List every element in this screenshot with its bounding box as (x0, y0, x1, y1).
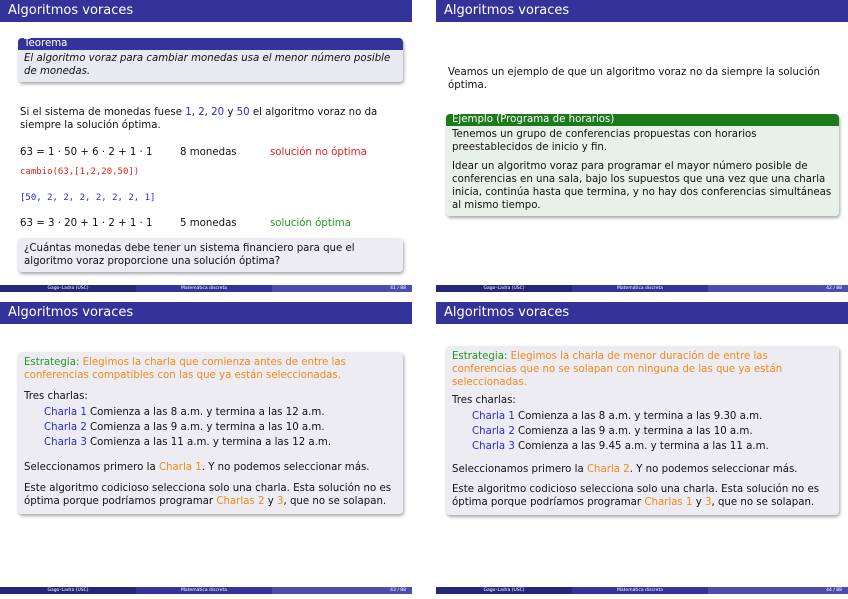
slide-43 (0, 302, 412, 594)
footer-author: Gago–Ladra (USC) (0, 587, 136, 594)
slide-title: Algoritmos voraces (436, 302, 848, 324)
footer-course: Matemática discreta (136, 285, 272, 292)
slide-footer (436, 587, 848, 594)
slide-footer (436, 285, 848, 292)
slide-title: Algoritmos voraces (0, 302, 412, 324)
slide-42 (436, 0, 848, 292)
strategy-block (446, 346, 839, 515)
talks-heading: Tres charlas: (452, 395, 516, 406)
strategy-text: Estrategia: Elegimos la charla de menor duración de entre las conferencias que no se solapan con ninguna de las que ya están seleccionadas. (452, 351, 783, 388)
slide-footer (0, 587, 412, 594)
footer-course: Matemática discreta (572, 285, 708, 292)
list-item: Charla 2 Comienza a las 9 a.m. y termina a las 10 a.m. (44, 422, 325, 433)
footer-author: Gago–Ladra (USC) (436, 285, 572, 292)
question-block (18, 238, 403, 272)
strategy-body (18, 352, 403, 514)
slide-title: Algoritmos voraces (0, 0, 412, 22)
list-item: Charla 3 Comienza a las 9.45 a.m. y termina a las 11 a.m. (472, 441, 769, 452)
theorem-text: El algoritmo voraz para cambiar monedas usa el menor número posible de monedas. (18, 50, 403, 82)
footer-course: Matemática discreta (572, 587, 708, 594)
theorem-block (18, 38, 403, 82)
slide-title: Algoritmos voraces (436, 0, 848, 22)
list-item: Charla 2 Comienza a las 9 a.m. y termina a las 10 a.m. (472, 426, 753, 437)
slide-41 (0, 0, 412, 292)
footer-author: Gago–Ladra (USC) (0, 285, 136, 292)
slide-44 (436, 302, 848, 594)
footer-page: 43 / 88 (272, 587, 412, 594)
selection-text: Seleccionamos primero la Charla 1. Y no podemos seleccionar más. (24, 462, 370, 473)
footer-page: 42 / 88 (708, 285, 848, 292)
strategy-block (18, 352, 403, 514)
talks-list (24, 406, 397, 451)
example-block (446, 114, 839, 216)
code-result: [50, 2, 2, 2, 2, 2, 2, 1] (20, 193, 156, 203)
example-title: Ejemplo (Programa de horarios) (446, 114, 839, 126)
footer-page: 41 / 88 (272, 285, 412, 292)
footer-course: Matemática discreta (136, 587, 272, 594)
coin-system-paragraph: Si el sistema de monedas fuese 1, 2, 20 y 50 el algoritmo voraz no da siempre la solución óptima. (20, 107, 378, 131)
intro-paragraph: Veamos un ejemplo de que un algoritmo voraz no da siempre la solución óptima. (448, 67, 821, 91)
example-paragraph-2: Idear un algoritmo voraz para programar el mayor número posible de conferencias en una sala, bajo los supuestos que una vez que una charla inicia, continúa hasta que termina, y no hay dos conferencias simultáneas al mismo tiempo. (452, 161, 832, 211)
theorem-title: Teorema (18, 38, 403, 50)
strategy-body (446, 346, 839, 515)
talks-list (452, 410, 833, 455)
code-call: cambio(63,[1,2,20,50]) (20, 167, 140, 177)
list-item: Charla 3 Comienza a las 11 a.m. y termina a las 12 a.m. (44, 437, 332, 448)
footer-author: Gago–Ladra (USC) (436, 587, 572, 594)
footer-page: 44 / 88 (708, 587, 848, 594)
equation-non-optimal: 63 = 1 · 50 + 6 · 2 + 1 · 1 8 monedas solución no óptima (20, 147, 367, 158)
question-text: ¿Cuántas monedas debe tener un sistema financiero para que el algoritmo voraz proporcione una solución óptima? (18, 238, 403, 272)
list-item: Charla 1 Comienza a las 8 a.m. y termina a las 12 a.m. (44, 407, 325, 418)
list-item: Charla 1 Comienza a las 8 a.m. y termina a las 9.30 a.m. (472, 411, 763, 422)
conclusion-text: Este algoritmo codicioso selecciona solo una charla. Esta solución no es óptima porque podríamos programar Charlas 1 y 3, que no se solapan. (452, 484, 820, 508)
example-paragraph-1: Tenemos un grupo de conferencias propuestas con horarios preestablecidos de inicio y fin. (452, 129, 757, 153)
strategy-text: Estrategia: Elegimos la charla que comienza antes de entre las conferencias compatibles con las que ya están seleccionadas. (24, 357, 346, 381)
example-body (446, 126, 839, 216)
equation-optimal: 63 = 3 · 20 + 1 · 2 + 1 · 1 5 monedas solución óptima (20, 218, 351, 229)
selection-text: Seleccionamos primero la Charla 2. Y no podemos seleccionar más. (452, 464, 798, 475)
conclusion-text: Este algoritmo codicioso selecciona solo una charla. Esta solución no es óptima porque podríamos programar Charlas 2 y 3, que no se solapan. (24, 483, 392, 507)
talks-heading: Tres charlas: (24, 391, 88, 402)
slide-footer (0, 285, 412, 292)
